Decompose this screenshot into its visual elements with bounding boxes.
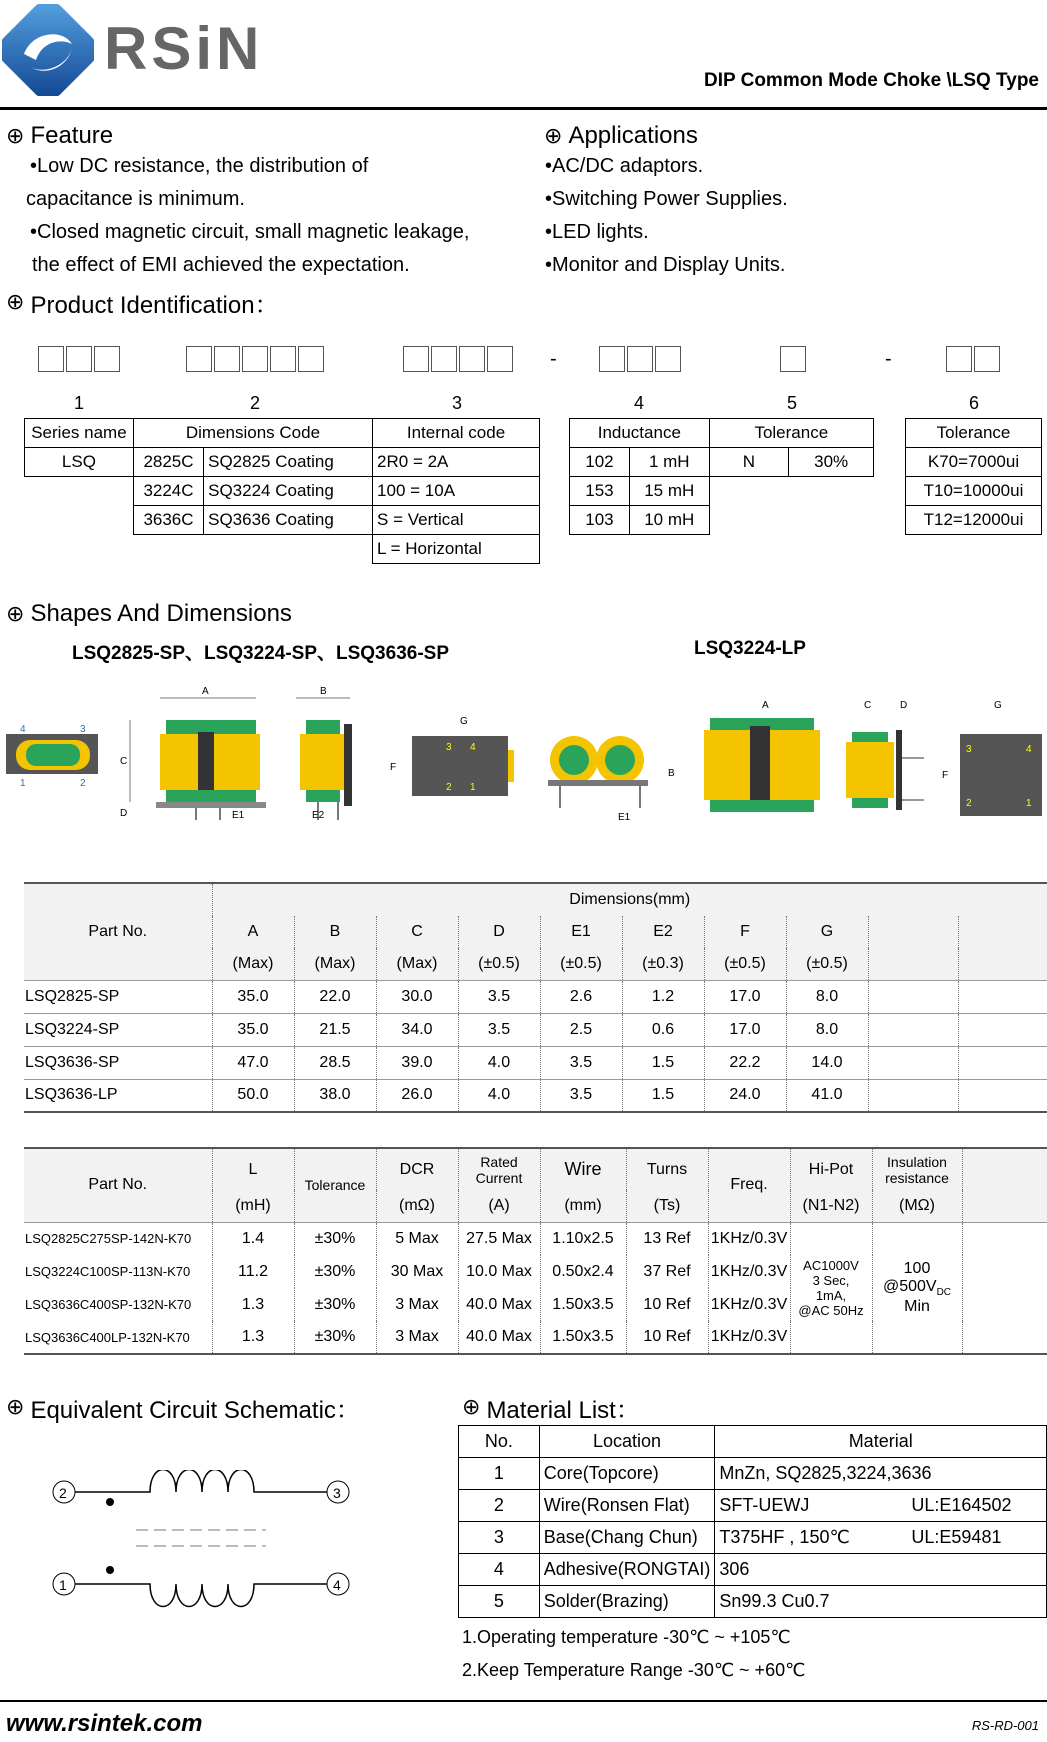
sp-front-view <box>120 686 266 821</box>
ind-value: 15 mH <box>629 477 709 506</box>
material-heading <box>462 1390 640 1425</box>
table-row: LSQ3224C100SP-113N-K70 11.2 ±30% 30 Max 10.0 Max 0.50x2.4 37 Ref 1KHz/0.3V <box>24 1255 1047 1288</box>
code-index: 6 <box>969 393 980 413</box>
tol-value: 30% <box>789 448 874 477</box>
code-boxes-6 <box>946 346 1002 372</box>
id-table-series <box>24 418 540 564</box>
ind-value: 1 mH <box>629 448 709 477</box>
svg-text:4: 4 <box>1026 744 1032 755</box>
material-title: Material List： <box>486 1397 640 1424</box>
rsin-logo-icon <box>2 4 94 96</box>
th-dims-group: Dimensions(mm) <box>212 883 1047 916</box>
svg-text:C: C <box>120 756 128 767</box>
svg-text:2: 2 <box>59 1485 67 1501</box>
svg-text:3: 3 <box>446 742 452 753</box>
svg-text:D: D <box>900 700 908 711</box>
schematic-title: Equivalent Circuit Schematic： <box>30 1397 360 1424</box>
dimensions-table <box>24 882 1047 1113</box>
internal-code: 2R0 = 2A <box>373 448 540 477</box>
svg-text:1: 1 <box>1026 798 1032 809</box>
ind-code: 153 <box>570 477 630 506</box>
application-line: •Switching Power Supplies. <box>545 188 788 210</box>
tol2-value: K70=7000ui <box>906 448 1042 477</box>
th-inductance: Inductance <box>570 419 710 448</box>
product-id-title: Product Identification： <box>30 292 279 319</box>
code-boxes-5 <box>780 346 808 372</box>
tol2-value: T12=12000ui <box>906 506 1042 535</box>
footer-code: RS-RD-001 <box>971 1718 1039 1733</box>
note-line: 2.Keep Temperature Range -30℃ ~ +60℃ <box>462 1660 806 1680</box>
svg-text:1: 1 <box>59 1577 67 1593</box>
tol-code: N <box>709 448 789 477</box>
feature-line: the effect of EMI achieved the expectation. <box>32 254 410 276</box>
ind-code: 102 <box>570 448 630 477</box>
table-row: 3 Base(Chang Chun) T375HF , 150℃ UL:E59481 <box>459 1522 1047 1554</box>
shapes-title: Shapes And Dimensions <box>30 600 292 627</box>
electrical-table: Part No. L Tolerance DCR Rated Current Wire Turns Freq. Hi-Pot Insulation resistance (mH) (mΩ) (A) (mm) (Ts) (N1-N2) (MΩ) LSQ2825C275SP-142N-K70 1.4 ±30% 5 Max 27.5 Max 1.10x2.5 13 Ref 1KHz/0.3V AC1000V 3 Sec, 1mA, @AC 50Hz 100 $@500V_{DC}$ Min LSQ3224C100SP-113N-K70 11.2 ±30% 30 Max 10.0 Max 0.50x2.4 37 Ref 1KHz/0.3V LSQ3636C400SP-132N-K70 1.3 ±30% 3 Max 40.0 Max 1.50x3.5 10 Ref 1KHz/0.3V LSQ3636C400LP-132N-K70 1.3 ±30% 3 Max 40.0 Max 1.50x3.5 10 Ref 1KHz/0.3V <box>24 1147 1047 1355</box>
svg-text:1: 1 <box>20 778 26 789</box>
feature-line: •Low DC resistance, the distribution of <box>30 155 369 177</box>
ind-value: 10 mH <box>629 506 709 535</box>
doc-title: DIP Common Mode Choke \LSQ Type <box>704 70 1039 91</box>
header-divider <box>0 107 1047 110</box>
application-line: •LED lights. <box>545 221 649 243</box>
svg-text:G: G <box>994 700 1002 711</box>
lp-front-view <box>668 700 820 812</box>
feature-line: •Closed magnetic circuit, small magnetic leakage, <box>30 221 470 243</box>
material-table <box>458 1425 1047 1618</box>
code-index: 5 <box>787 393 798 413</box>
table-row: 5 Solder(Brazing) Sn99.3 Cu0.7 <box>459 1586 1047 1618</box>
feature-heading <box>6 122 113 150</box>
code-boxes-2 <box>186 346 326 372</box>
th-tol: (±0.5) <box>458 948 540 980</box>
svg-text:F: F <box>942 770 949 781</box>
svg-text:3: 3 <box>333 1485 341 1501</box>
internal-code: S = Vertical <box>373 506 540 535</box>
circle-plus-icon: ⊕ <box>6 290 25 315</box>
svg-text:B: B <box>668 768 675 779</box>
th-tolerance: Tolerance <box>709 419 873 448</box>
code-boxes-1 <box>38 346 122 372</box>
dim-desc: SQ3224 Coating <box>204 477 373 506</box>
svg-text:2: 2 <box>446 782 452 793</box>
svg-text:C: C <box>864 700 872 711</box>
code-dash: - <box>885 348 892 370</box>
applications-heading <box>544 122 698 150</box>
th-part: Part No. <box>24 1148 212 1222</box>
th-col: D <box>458 916 540 948</box>
dim-code: 2825C <box>133 448 203 477</box>
svg-text:2: 2 <box>966 798 972 809</box>
circle-plus-icon: ⊕ <box>6 601 25 627</box>
sp-top-view <box>6 724 98 789</box>
code-index: 2 <box>250 393 261 413</box>
th-part: Part No. <box>24 883 212 980</box>
footer-divider <box>0 1700 1047 1702</box>
table-row: LSQ3636-SP 47.0 28.5 39.0 4.0 3.5 1.5 22.2 14.0 <box>24 1046 1047 1079</box>
code-boxes-3 <box>403 346 515 372</box>
th-tol: (±0.5) <box>540 948 622 980</box>
brand-name: RSiN <box>104 15 264 82</box>
code-boxes-4 <box>599 346 683 372</box>
circle-plus-icon: ⊕ <box>6 123 25 149</box>
internal-code: L = Horizontal <box>373 535 540 564</box>
th-tol: (Max) <box>294 948 376 980</box>
svg-text:A: A <box>202 686 209 697</box>
insulation-cell: 100 $@500V_{DC}$ Min <box>872 1222 962 1354</box>
code-index: 3 <box>452 393 463 413</box>
hipot-cell: AC1000V 3 Sec, 1mA, @AC 50Hz <box>790 1222 872 1354</box>
application-line: •AC/DC adaptors. <box>545 155 704 177</box>
th-col: F <box>704 916 786 948</box>
th-col: A <box>212 916 294 948</box>
circle-plus-icon: ⊕ <box>544 123 563 149</box>
lp-side-view <box>846 700 924 810</box>
svg-text:4: 4 <box>20 724 26 735</box>
svg-text:E1: E1 <box>232 810 245 821</box>
th-material: Material <box>715 1426 1047 1458</box>
dim-desc: SQ2825 Coating <box>204 448 373 477</box>
lp-top-view <box>548 736 648 823</box>
svg-text:G: G <box>460 716 468 727</box>
footer-url[interactable]: www.rsintek.com <box>6 1710 203 1737</box>
th-col: B <box>294 916 376 948</box>
application-line: •Monitor and Display Units. <box>545 254 786 276</box>
circle-plus-icon: ⊕ <box>462 1395 481 1420</box>
table-row: LSQ3636C400SP-132N-K70 1.3 ±30% 3 Max 40.0 Max 1.50x3.5 10 Ref 1KHz/0.3V <box>24 1288 1047 1321</box>
sp-bottom-view <box>390 716 514 796</box>
shapes-heading <box>6 600 292 628</box>
product-id-heading <box>6 285 279 320</box>
circuit-schematic <box>40 1470 370 1610</box>
th-tol: (Max) <box>212 948 294 980</box>
th-tol: (Max) <box>376 948 458 980</box>
code-index: 4 <box>634 393 645 413</box>
tol2-value: T10=10000ui <box>906 477 1042 506</box>
table-row: LSQ2825-SP 35.0 22.0 30.0 3.5 2.6 1.2 17.0 8.0 <box>24 980 1047 1013</box>
table-row: LSQ3224-SP 35.0 21.5 34.0 3.5 2.5 0.6 17.0 8.0 <box>24 1013 1047 1046</box>
svg-text:3: 3 <box>966 744 972 755</box>
applications-title: Applications <box>568 122 698 149</box>
table-row: LSQ3636C400LP-132N-K70 1.3 ±30% 3 Max 40.0 Max 1.50x3.5 10 Ref 1KHz/0.3V <box>24 1321 1047 1354</box>
series-value: LSQ <box>25 448 134 477</box>
th-tol: (±0.5) <box>786 948 868 980</box>
svg-text:3: 3 <box>80 724 86 735</box>
svg-text:4: 4 <box>470 742 476 753</box>
th-col: E1 <box>540 916 622 948</box>
schematic-heading <box>6 1390 360 1425</box>
sp-side-view <box>296 686 352 821</box>
th-series: Series name <box>25 419 134 448</box>
th-tolerance2: Tolerance <box>906 419 1042 448</box>
svg-text:A: A <box>762 700 769 711</box>
th-no: No. <box>459 1426 540 1458</box>
svg-text:E1: E1 <box>618 812 631 823</box>
dim-code: 3636C <box>133 506 203 535</box>
code-dash: - <box>550 348 557 370</box>
svg-text:B: B <box>320 686 327 697</box>
svg-text:F: F <box>390 762 397 773</box>
feature-line: capacitance is minimum. <box>26 188 245 210</box>
dimension-drawings <box>0 680 1047 840</box>
th-location: Location <box>539 1426 715 1458</box>
id-table-material-tolerance <box>905 418 1042 535</box>
svg-text:2: 2 <box>80 778 86 789</box>
th-dims: Dimensions Code <box>133 419 372 448</box>
th-tol: (±0.5) <box>704 948 786 980</box>
th-tol: (±0.3) <box>622 948 704 980</box>
dim-code: 3224C <box>133 477 203 506</box>
th-col: C <box>376 916 458 948</box>
svg-text:D: D <box>120 808 128 819</box>
dim-desc: SQ3636 Coating <box>204 506 373 535</box>
svg-text:4: 4 <box>333 1577 341 1593</box>
lp-bottom-view <box>942 700 1042 816</box>
th-col: E2 <box>622 916 704 948</box>
svg-text:1: 1 <box>470 782 476 793</box>
circle-plus-icon: ⊕ <box>6 1395 25 1420</box>
table-row: 1 Core(Topcore) MnZn, SQ2825,3224,3636 <box>459 1458 1047 1490</box>
svg-text:E2: E2 <box>312 810 325 821</box>
th-internal: Internal code <box>373 419 540 448</box>
sp-series-title: LSQ2825-SP、LSQ3224-SP、LSQ3636-SP <box>72 643 449 664</box>
table-row: 4 Adhesive(RONGTAI) 306 <box>459 1554 1047 1586</box>
feature-title: Feature <box>30 122 114 149</box>
ind-code: 103 <box>570 506 630 535</box>
note-line: 1.Operating temperature -30℃ ~ +105℃ <box>462 1627 791 1647</box>
internal-code: 100 = 10A <box>373 477 540 506</box>
table-row: LSQ3636-LP 50.0 38.0 26.0 4.0 3.5 1.5 24.0 41.0 <box>24 1079 1047 1112</box>
table-row: LSQ2825C275SP-142N-K70 1.4 ±30% 5 Max 27.5 Max 1.10x2.5 13 Ref 1KHz/0.3V AC1000V 3 Sec, 1mA, @AC 50Hz 100 $@500V_{DC}$ Min <box>24 1222 1047 1255</box>
lp-series-title: LSQ3224-LP <box>694 638 806 659</box>
th-col: G <box>786 916 868 948</box>
table-row: 2 Wire(Ronsen Flat) SFT-UEWJ UL:E164502 <box>459 1490 1047 1522</box>
id-table-inductance <box>569 418 874 535</box>
code-index: 1 <box>74 393 85 413</box>
